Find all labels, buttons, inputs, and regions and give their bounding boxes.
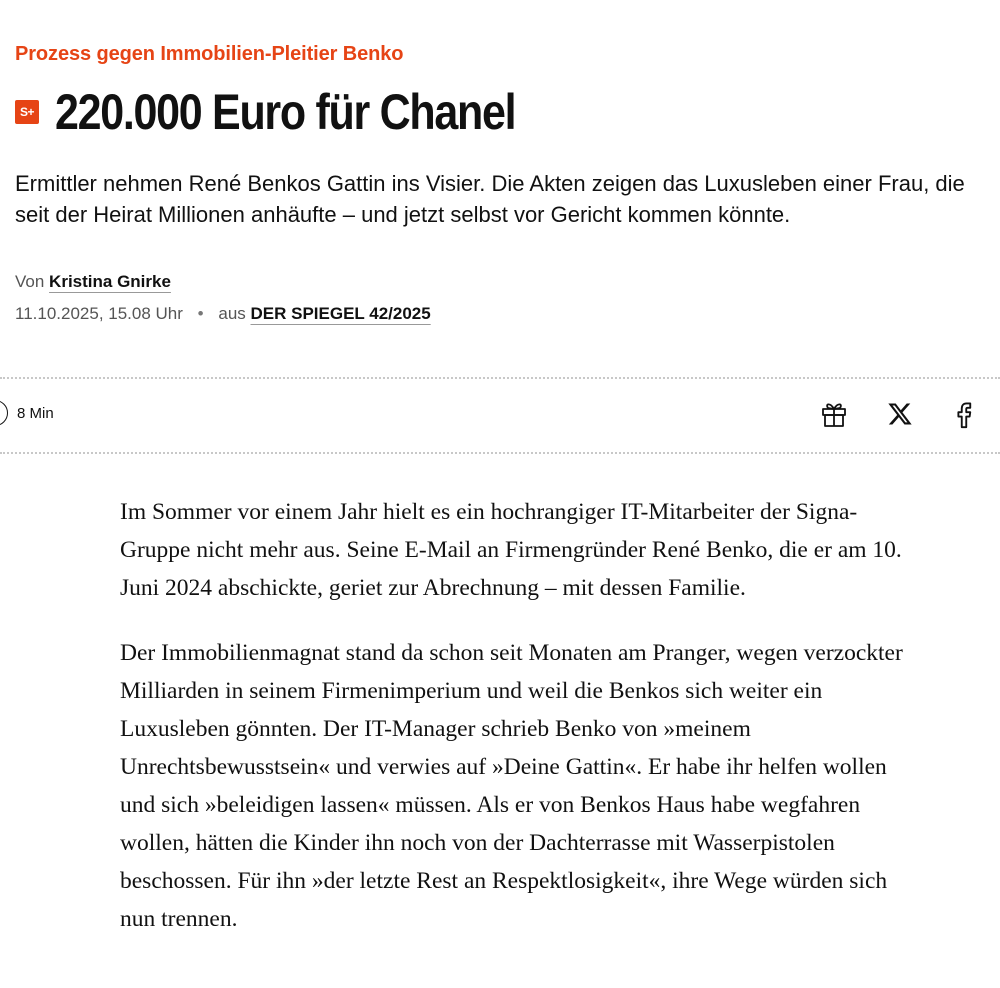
toolbar-bottom-divider: [0, 452, 1000, 454]
gift-icon[interactable]: [818, 398, 850, 430]
article-teaser: Ermittler nehmen René Benkos Gattin ins Visier. Die Akten zeigen das Luxusleben einer Frau, die seit der Heirat Millionen anhäufte – und jetzt selbst vor Gericht kommen könnte.: [15, 171, 965, 227]
toolbar-top-divider: [0, 377, 1000, 379]
meta-separator: •: [197, 304, 204, 323]
read-time-label: 8 Min: [17, 404, 54, 422]
article-body: [120, 493, 920, 965]
x-icon[interactable]: [884, 398, 916, 430]
body-paragraph: Im Sommer vor einem Jahr hielt es ein hochrangiger IT-Mitarbeiter der Signa-Gruppe nicht mehr aus. Seine E-Mail an Firmengründer René Benko, die er am 10. Juni 2024 abschickte, geriet zur Abrechnung – mit dessen Familie.: [120, 499, 902, 601]
issue-link[interactable]: DER SPIEGEL 42/2025: [250, 304, 431, 323]
clock-icon: [0, 400, 8, 426]
article-headline: 220.000 Euro für Chanel: [55, 84, 516, 140]
read-time: [0, 400, 54, 426]
byline-prefix: Von: [15, 272, 45, 291]
spiegel-plus-badge: S+: [15, 100, 39, 124]
article-kicker: Prozess gegen Immobilien-Pleitier Benko: [15, 43, 404, 65]
publish-date: 11.10.2025, 15.08 Uhr: [15, 304, 183, 323]
headline-row: [15, 84, 590, 140]
source-prefix: aus: [218, 304, 246, 323]
author-link[interactable]: Kristina Gnirke: [49, 272, 171, 291]
article-meta: [15, 304, 431, 324]
byline: [15, 272, 171, 292]
body-paragraph: Der Immobilienmagnat stand da schon seit Monaten am Pranger, wegen verzockter Milliarden in seinem Firmenimperium und weil die Benkos sich weiter ein Luxusleben gönnten. Der IT-Manager schrieb Benko von »meinem Unrechtsbewusstsein« und verwies auf »Deine Gattin«. Er habe ihr helfen wollen und sich »beleidigen lassen« müssen. Als er von Benkos Haus habe wegfahren wollen, hätten die Kinder ihn noch von der Dachterrasse mit Wasserpistolen beschossen. Für ihn »der letzte Rest an Respektlosigkeit«, ihre Wege würden sich nun trennen.: [120, 640, 903, 932]
facebook-icon[interactable]: [948, 398, 980, 430]
